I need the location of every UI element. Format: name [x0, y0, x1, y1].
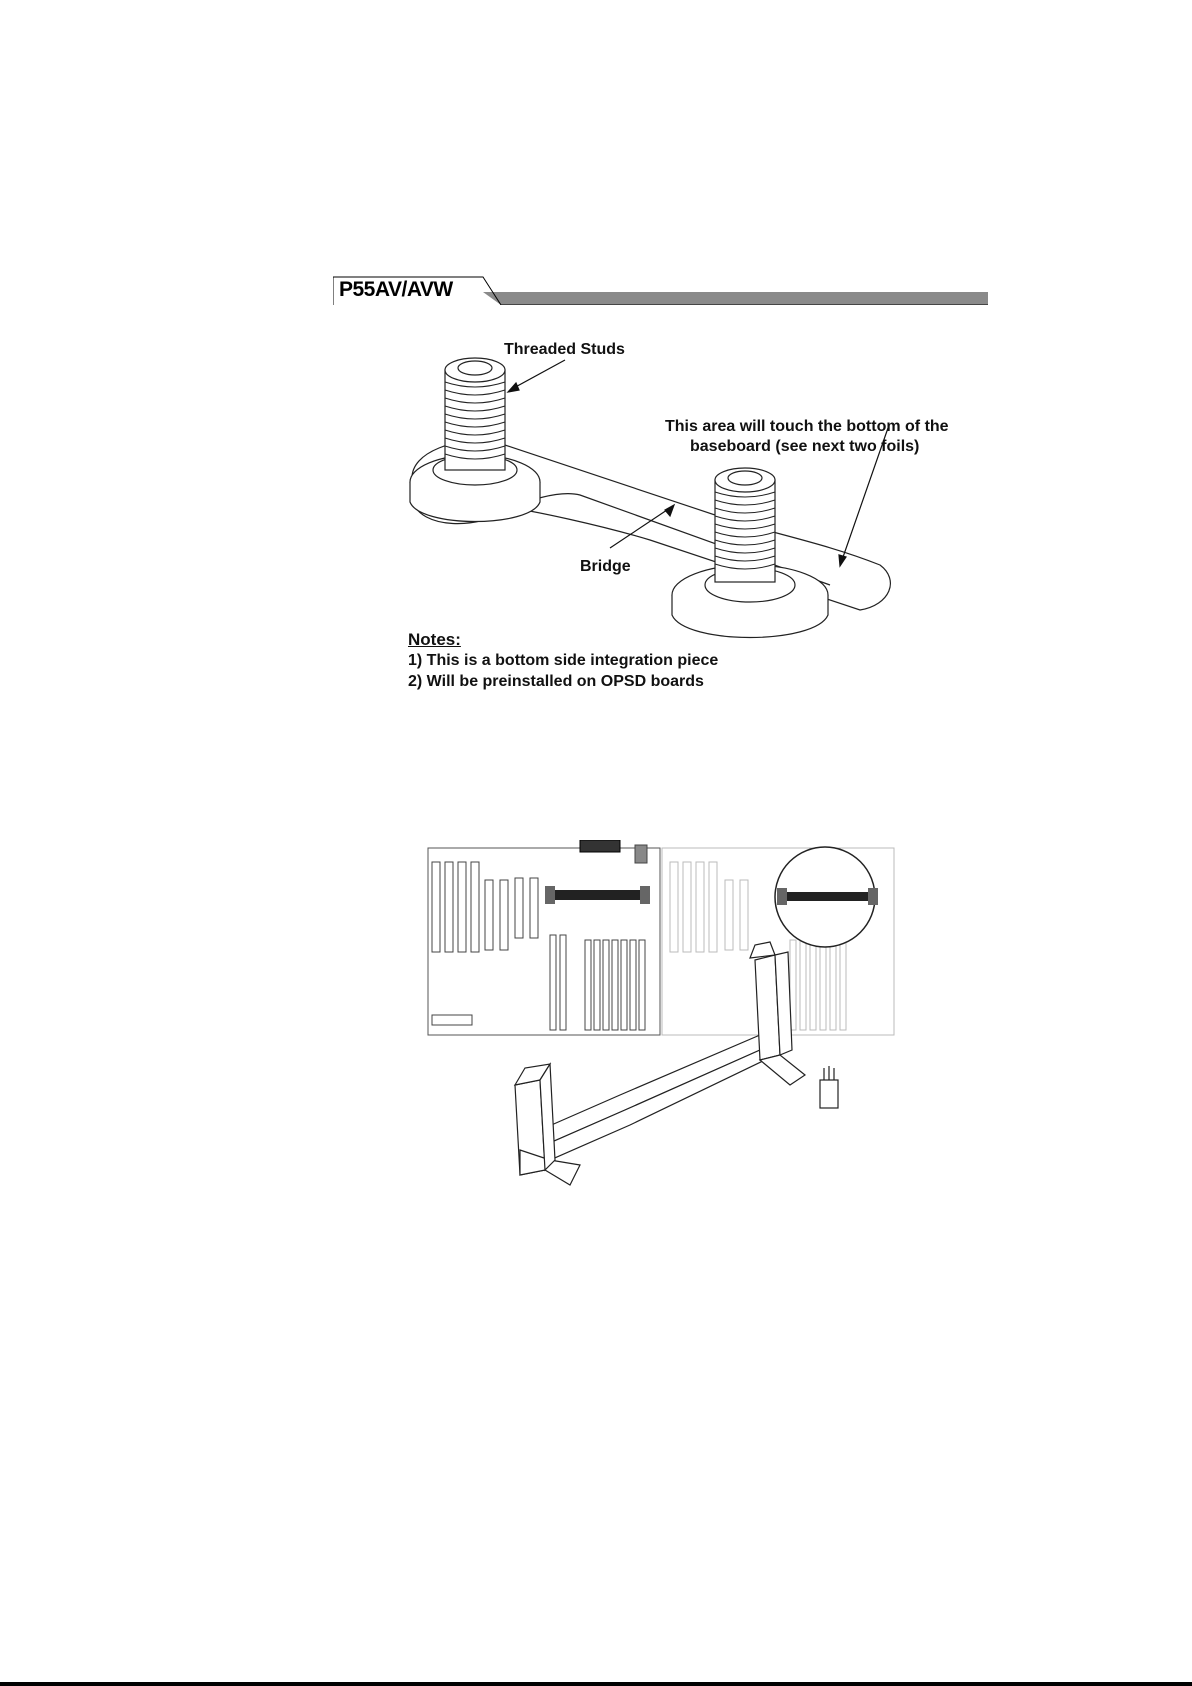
model-name: P55AV/AVW [339, 278, 453, 301]
page-bottom-rule [0, 1682, 1192, 1686]
note-item: 1) This is a bottom side integration piece [408, 652, 719, 669]
label-bridge: Bridge [580, 558, 631, 575]
baseboard-retention-drawing [420, 840, 920, 1250]
baseboard-retention-figure [420, 840, 920, 1250]
notes-block [408, 629, 718, 692]
note-item: 2) Will be preinstalled on OPSD boards [408, 673, 704, 690]
label-touch-area-line2: baseboard (see next two foils) [690, 438, 920, 455]
notes-title: Notes: [408, 630, 461, 649]
label-threaded-studs: Threaded Studs [504, 341, 625, 358]
page-header [333, 275, 988, 305]
label-touch-area-line1: This area will touch the bottom of the [665, 418, 949, 435]
